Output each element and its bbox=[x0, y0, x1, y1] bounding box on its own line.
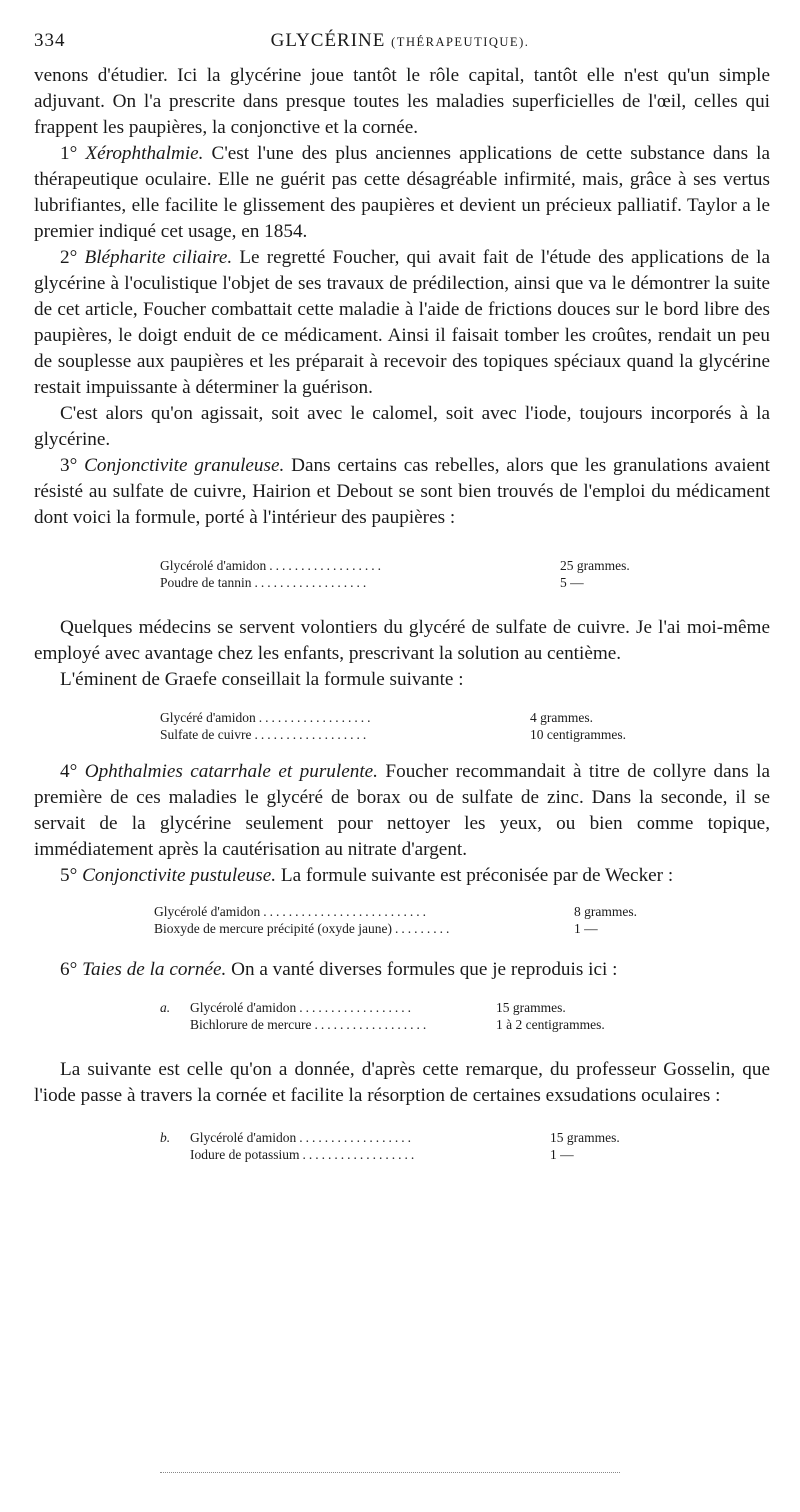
ingredient: Bichlorure de mercure bbox=[190, 1017, 312, 1032]
footer-dotted-rule bbox=[160, 1472, 620, 1473]
page-header bbox=[34, 30, 770, 60]
recipe-row bbox=[160, 999, 660, 1016]
quantity: 15 grammes. bbox=[496, 1000, 566, 1015]
recipe-row bbox=[160, 709, 650, 726]
recipe-row bbox=[160, 1129, 650, 1146]
paragraph-text: Foucher recommandait à titre de collyre dans la première de ces maladies le glycéré de borax ou de sulfate de zinc. Dans la seconde, il se servait de la glycérine seulement pour nettoyer les yeux, ou bien comme topique, immédiatement après la cautérisation au nitrate d'argent. bbox=[34, 761, 771, 860]
quantity: 10 centigrammes. bbox=[530, 727, 626, 742]
ingredient: Glycérolé d'amidon bbox=[190, 1130, 297, 1145]
ingredient: Sulfate de cuivre bbox=[160, 727, 252, 742]
recipe-graefe bbox=[160, 709, 650, 743]
section-number: 3° bbox=[60, 455, 78, 476]
paragraph-calomel: C'est alors qu'on agissait, soit avec le calomel, soit avec l'iode, toujours incorporés à la glycérine. bbox=[34, 403, 770, 450]
recipe-row bbox=[160, 1146, 650, 1163]
section-title: Conjonctivite pustuleuse. bbox=[82, 865, 277, 886]
paragraph-conjonctivite-pustuleuse bbox=[34, 863, 770, 889]
paragraph-conjonctivite-granuleuse bbox=[34, 453, 770, 531]
ingredient: Glycéré d'amidon bbox=[160, 710, 256, 725]
section-number: 4° bbox=[60, 761, 78, 782]
recipe-wecker bbox=[154, 903, 654, 937]
leader-dots: .................. bbox=[299, 1130, 415, 1145]
section-number: 5° bbox=[60, 865, 78, 886]
recipe-label: b. bbox=[160, 1130, 171, 1145]
section-title: Ophthalmies catarrhale et purulente. bbox=[84, 761, 378, 782]
quantity: 15 grammes. bbox=[550, 1130, 620, 1145]
recipe-row bbox=[154, 903, 654, 920]
quantity: 4 grammes. bbox=[530, 710, 593, 725]
leader-dots: .......................... bbox=[263, 904, 430, 919]
ingredient: Poudre de tannin bbox=[160, 575, 252, 590]
section-number: 6° bbox=[60, 959, 78, 980]
page-number: 334 bbox=[34, 30, 66, 51]
recipe-a-bichlorure bbox=[160, 999, 660, 1033]
leader-dots: .................. bbox=[269, 558, 385, 573]
ingredient: Glycérolé d'amidon bbox=[160, 558, 267, 573]
page-body bbox=[34, 63, 770, 1163]
paragraph-sulfate-cuivre: Quelques médecins se servent volontiers du glycéré de sulfate de cuivre. Je l'ai moi-même employé avec avantage chez les enfants, prescrivant la solution au centième. bbox=[34, 617, 770, 664]
section-title: Conjonctivite granuleuse. bbox=[84, 455, 285, 476]
quantity: 1 — bbox=[574, 921, 598, 936]
leader-dots: .................. bbox=[258, 710, 374, 725]
leader-dots: .................. bbox=[254, 575, 370, 590]
paragraph-text: La formule suivante est préconisée par de Wecker : bbox=[276, 865, 674, 886]
section-title: Blépharite ciliaire. bbox=[84, 247, 233, 268]
recipe-row bbox=[160, 1016, 660, 1033]
recipe-row bbox=[160, 574, 650, 591]
paragraph-text: Dans certains cas rebelles, alors que les granulations avaient résisté au sulfate de cuivre, Hairion et Debout se sont bien trouvés de l'emploi du médicament dont voici la formule, porté à l'intérieur des paupières : bbox=[34, 455, 770, 528]
paragraph-continuation: venons d'étudier. Ici la glycérine joue tantôt le rôle capital, tantôt elle n'est qu'un simple adjuvant. On l'a prescrite dans presque toutes les maladies superficielles de l'œil, celles qui frappent les paupières, la conjonctive et la cornée. bbox=[34, 65, 770, 138]
section-title: Taies de la cornée. bbox=[82, 959, 227, 980]
paragraph-text: C'est l'une des plus anciennes applications de cette substance dans la thérapeutique oculaire. Elle ne guérit pas cette désagréable infirmité, mais, grâce à ses vertus lubrifiantes, elle facilite le glissement des paupières et devient un précieux palliatif. Taylor a le premier indiqué cet usage, en 1854. bbox=[34, 143, 771, 242]
leader-dots: ......... bbox=[395, 921, 453, 936]
paragraph-text: Le regretté Foucher, qui avait fait de l'étude des applications de la glycérine à l'oculistique l'objet de ses travaux de prédilection, ainsi que va le démontrer la suite de cet article, Foucher combattait cette maladie à l'aide de frictions douces sur le bord libre des paupières, le doigt enduit de ce médicament. Ainsi il faisait tomber les croûtes, rendait un peu de souplesse aux paupières et les préparait à recevoir des topiques spéciaux quand la glycérine restait impuissante à déterminer la guérison. bbox=[34, 247, 771, 398]
ingredient: Glycérolé d'amidon bbox=[154, 904, 261, 919]
quantity: 8 grammes. bbox=[574, 904, 637, 919]
ingredient: Iodure de potassium bbox=[190, 1147, 300, 1162]
paragraph-gosselin: La suivante est celle qu'on a donnée, d'après cette remarque, du professeur Gosselin, que l'iode passe à travers la cornée et facilite la résorption de certaines exsudations oculaires : bbox=[34, 1059, 770, 1106]
recipe-tannin bbox=[160, 557, 650, 591]
paragraph-text: On a vanté diverses formules que je reproduis ici : bbox=[226, 959, 618, 980]
recipe-b-iodure bbox=[160, 1129, 650, 1163]
leader-dots: .................. bbox=[299, 1000, 415, 1015]
recipe-row bbox=[160, 557, 650, 574]
paragraph-ophthalmies bbox=[34, 759, 770, 863]
recipe-row bbox=[160, 726, 650, 743]
paragraph-xerophthalmie bbox=[34, 141, 770, 245]
leader-dots: .................. bbox=[302, 1147, 418, 1162]
quantity: 25 grammes. bbox=[560, 558, 630, 573]
ingredient: Glycérolé d'amidon bbox=[190, 1000, 297, 1015]
paragraph-graefe: L'éminent de Graefe conseillait la formule suivante : bbox=[60, 669, 464, 690]
section-number: 2° bbox=[60, 247, 78, 268]
quantity: 5 — bbox=[560, 575, 584, 590]
recipe-row bbox=[154, 920, 654, 937]
paragraph-blepharite bbox=[34, 245, 770, 401]
recipe-label: a. bbox=[160, 1000, 171, 1015]
running-head-title: GLYCÉRINE bbox=[270, 30, 386, 51]
paragraph-taies-cornee bbox=[34, 957, 770, 983]
section-number: 1° bbox=[60, 143, 78, 164]
ingredient: Bioxyde de mercure précipité (oxyde jaune) bbox=[154, 921, 393, 936]
quantity: 1 — bbox=[550, 1147, 574, 1162]
running-head bbox=[0, 30, 800, 52]
leader-dots: .................. bbox=[314, 1017, 430, 1032]
quantity: 1 à 2 centigrammes. bbox=[496, 1017, 605, 1032]
running-head-subtitle: (THÉRAPEUTIQUE). bbox=[391, 35, 530, 49]
leader-dots: .................. bbox=[254, 727, 370, 742]
section-title: Xérophthalmie. bbox=[85, 143, 204, 164]
